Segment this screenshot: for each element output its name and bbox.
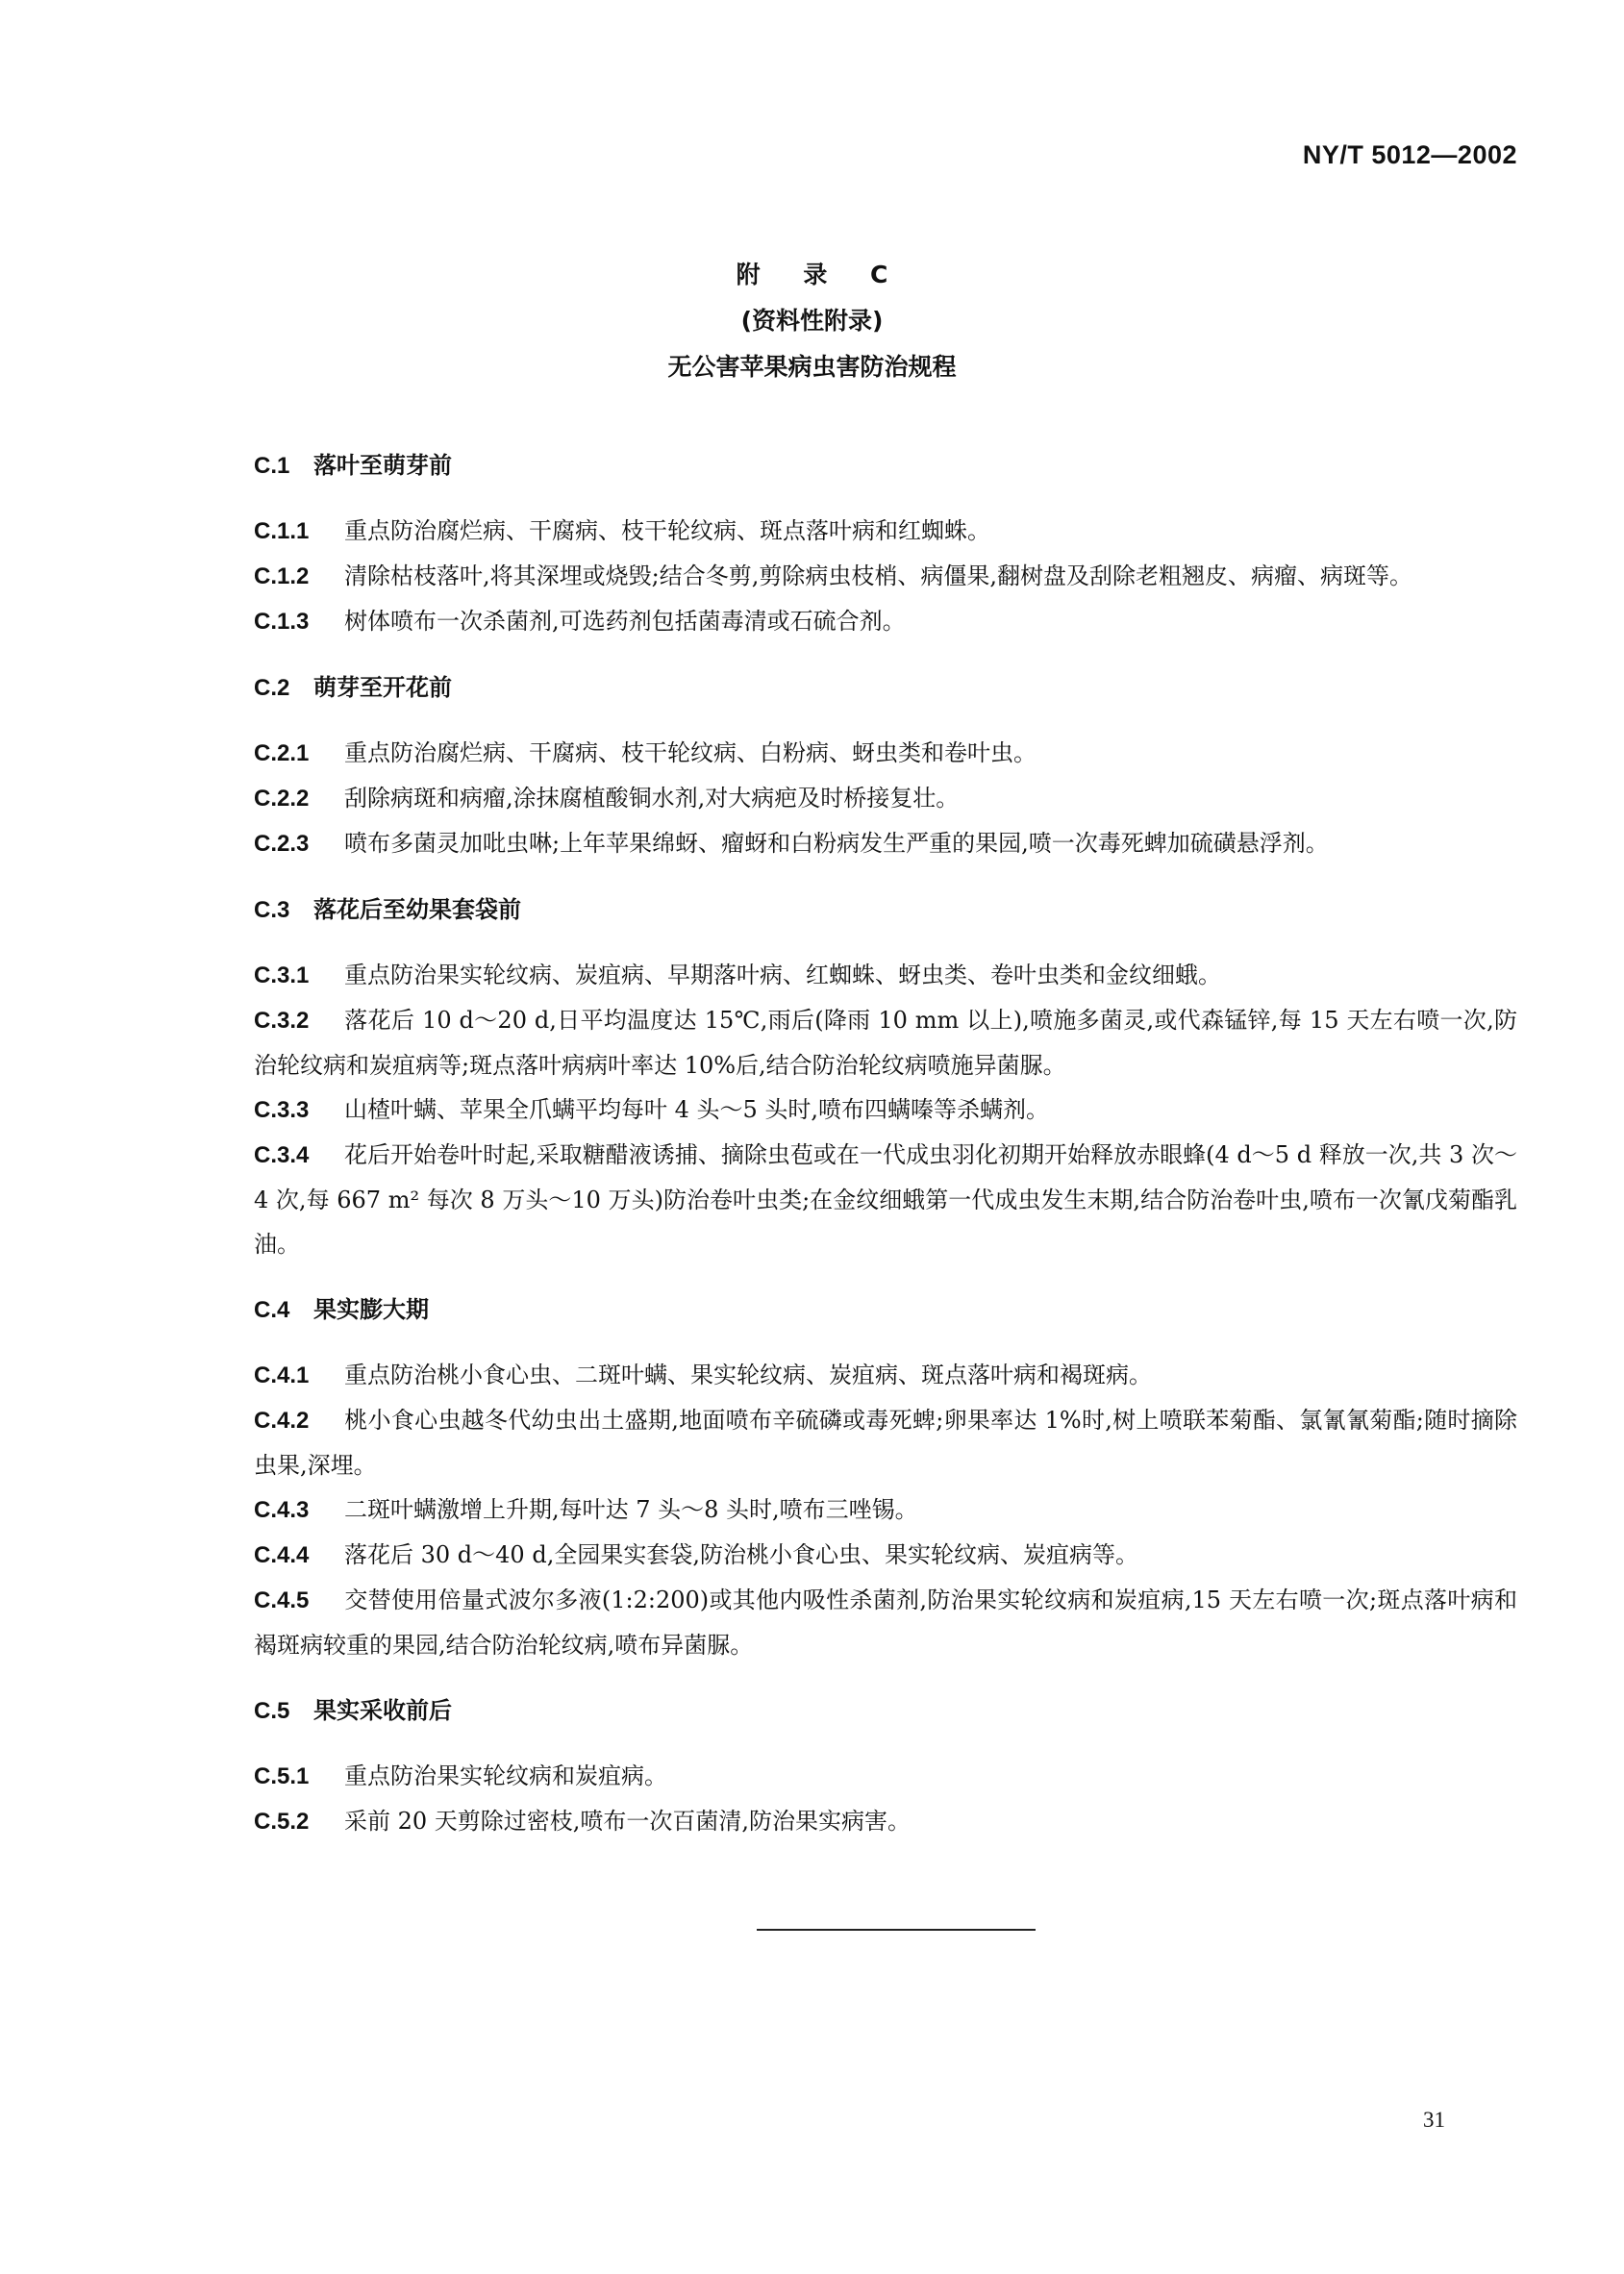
section-title-text: 果实膨大期 [313,1296,429,1323]
standard-number: NY/T 5012—2002 [1302,140,1517,169]
clause [254,821,1517,866]
section-title [254,666,1517,710]
section-title-text: 落叶至萌芽前 [313,452,452,479]
clause-number: C.4.2 [254,1408,310,1434]
clause-number: C.4.1 [254,1362,310,1388]
clause [254,1133,1517,1266]
clause-text: 重点防治果实轮纹病、炭疽病、早期落叶病、红蜘蛛、蚜虫类、卷叶虫类和金纹细蛾。 [344,962,1221,988]
clause-number: C.2.1 [254,740,310,766]
clause [254,731,1517,776]
section-title [254,1288,1517,1332]
clause [254,1487,1517,1533]
page-number: 31 [1423,2108,1445,2132]
clause-text: 花后开始卷叶时起,采取糖醋液诱捕、摘除虫苞或在一代成虫羽化初期开始释放赤眼蜂(4 d～5 d 释放一次,共 3 次～4 次,每 667 m² 每次 8 万头～10 万头)防治卷叶虫类;在金纹细蛾第一代成虫发生末期,结合防治卷叶虫,喷布一次氰戊菊酯乳油。 [254,1141,1517,1258]
clause [254,554,1517,599]
clause-text: 喷布多菌灵加吡虫啉;上年苹果绵蚜、瘤蚜和白粉病发生严重的果园,喷一次毒死蜱加硫磺悬浮剂。 [344,830,1329,857]
section-number: C.5 [254,1698,290,1724]
clause-text: 落花后 30 d～40 d,全园果实套袋,防治桃小食心虫、果实轮纹病、炭疽病等。 [344,1541,1138,1568]
section-title-text: 果实采收前后 [313,1697,452,1724]
clause [254,599,1517,644]
clause-number: C.2.2 [254,786,310,812]
clause-number: C.3.3 [254,1097,310,1123]
section-number: C.3 [254,897,290,923]
section-number: C.1 [254,453,290,479]
clause [254,509,1517,554]
appendix-heading [0,252,1624,390]
section-title-text: 萌芽至开花前 [313,674,452,701]
clause [254,1353,1517,1398]
section-c1 [254,444,1517,644]
clause [254,1799,1517,1844]
clause-number: C.4.4 [254,1542,310,1568]
clause [254,1754,1517,1799]
clause-text: 重点防治腐烂病、干腐病、枝干轮纹病、白粉病、蚜虫类和卷叶虫。 [344,739,1037,766]
section-title-text: 落花后至幼果套袋前 [313,896,521,923]
section-number: C.2 [254,675,290,701]
clause [254,1533,1517,1578]
clause [254,1398,1517,1487]
document-body [254,444,1517,1866]
clause-number: C.4.5 [254,1587,310,1613]
clause-text: 重点防治桃小食心虫、二斑叶螨、果实轮纹病、炭疽病、斑点落叶病和褐斑病。 [344,1362,1152,1388]
clause-number: C.5.2 [254,1809,310,1835]
clause [254,776,1517,821]
clause-text: 桃小食心虫越冬代幼虫出土盛期,地面喷布辛硫磷或毒死蜱;卵果率达 1%时,树上喷联苯菊酯、氯氰氰菊酯;随时摘除虫果,深埋。 [254,1407,1517,1479]
section-c5 [254,1689,1517,1844]
section-title [254,888,1517,932]
section-title [254,1689,1517,1733]
appendix-title: 附 录 C [736,261,906,288]
clause-number: C.3.1 [254,962,310,988]
clause-text: 清除枯枝落叶,将其深埋或烧毁;结合冬剪,剪除病虫枝梢、病僵果,翻树盘及刮除老粗翘皮、病瘤、病斑等。 [344,562,1412,589]
clause-text: 采前 20 天剪除过密枝,喷布一次百菌清,防治果实病害。 [344,1808,912,1835]
end-of-document-rule [757,1929,1036,1931]
clause-text: 二斑叶螨激增上升期,每叶达 7 头～8 头时,喷布三唑锡。 [344,1496,918,1523]
clause-text: 山楂叶螨、苹果全爪螨平均每叶 4 头～5 头时,喷布四螨嗪等杀螨剂。 [344,1096,1050,1123]
clause-text: 重点防治腐烂病、干腐病、枝干轮纹病、斑点落叶病和红蜘蛛。 [344,517,990,544]
clause-number: C.3.4 [254,1142,310,1168]
clause-number: C.2.3 [254,831,310,857]
appendix-subtitle: (资料性附录) [740,307,884,335]
appendix-caption: 无公害苹果病虫害防治规程 [667,353,957,381]
clause-number: C.5.1 [254,1763,310,1789]
clause [254,998,1517,1087]
clause-text: 落花后 10 d～20 d,日平均温度达 15℃,雨后(降雨 10 mm 以上),喷施多菌灵,或代森锰锌,每 15 天左右喷一次,防治轮纹病和炭疽病等;斑点落叶病病叶率达 10%后,结合防治轮纹病喷施异菌脲。 [254,1007,1517,1079]
clause-number: C.1.3 [254,609,310,635]
clause-number: C.1.2 [254,563,310,589]
clause [254,1087,1517,1133]
clause-text: 交替使用倍量式波尔多液(1:2:200)或其他内吸性杀菌剂,防治果实轮纹病和炭疽病,15 天左右喷一次;斑点落叶病和褐斑病较重的果园,结合防治轮纹病,喷布异菌脲。 [254,1587,1517,1659]
section-c3 [254,888,1517,1266]
clause [254,953,1517,998]
section-title [254,444,1517,487]
clause-text: 树体喷布一次杀菌剂,可选药剂包括菌毒清或石硫合剂。 [344,608,906,635]
clause-text: 刮除病斑和病瘤,涂抹腐植酸铜水剂,对大病疤及时桥接复壮。 [344,785,960,812]
section-c2 [254,666,1517,866]
clause [254,1578,1517,1667]
section-number: C.4 [254,1297,290,1323]
clause-number: C.1.1 [254,518,310,544]
section-c4 [254,1288,1517,1667]
clause-text: 重点防治果实轮纹病和炭疽病。 [344,1762,667,1789]
clause-number: C.3.2 [254,1008,310,1034]
clause-number: C.4.3 [254,1497,310,1523]
